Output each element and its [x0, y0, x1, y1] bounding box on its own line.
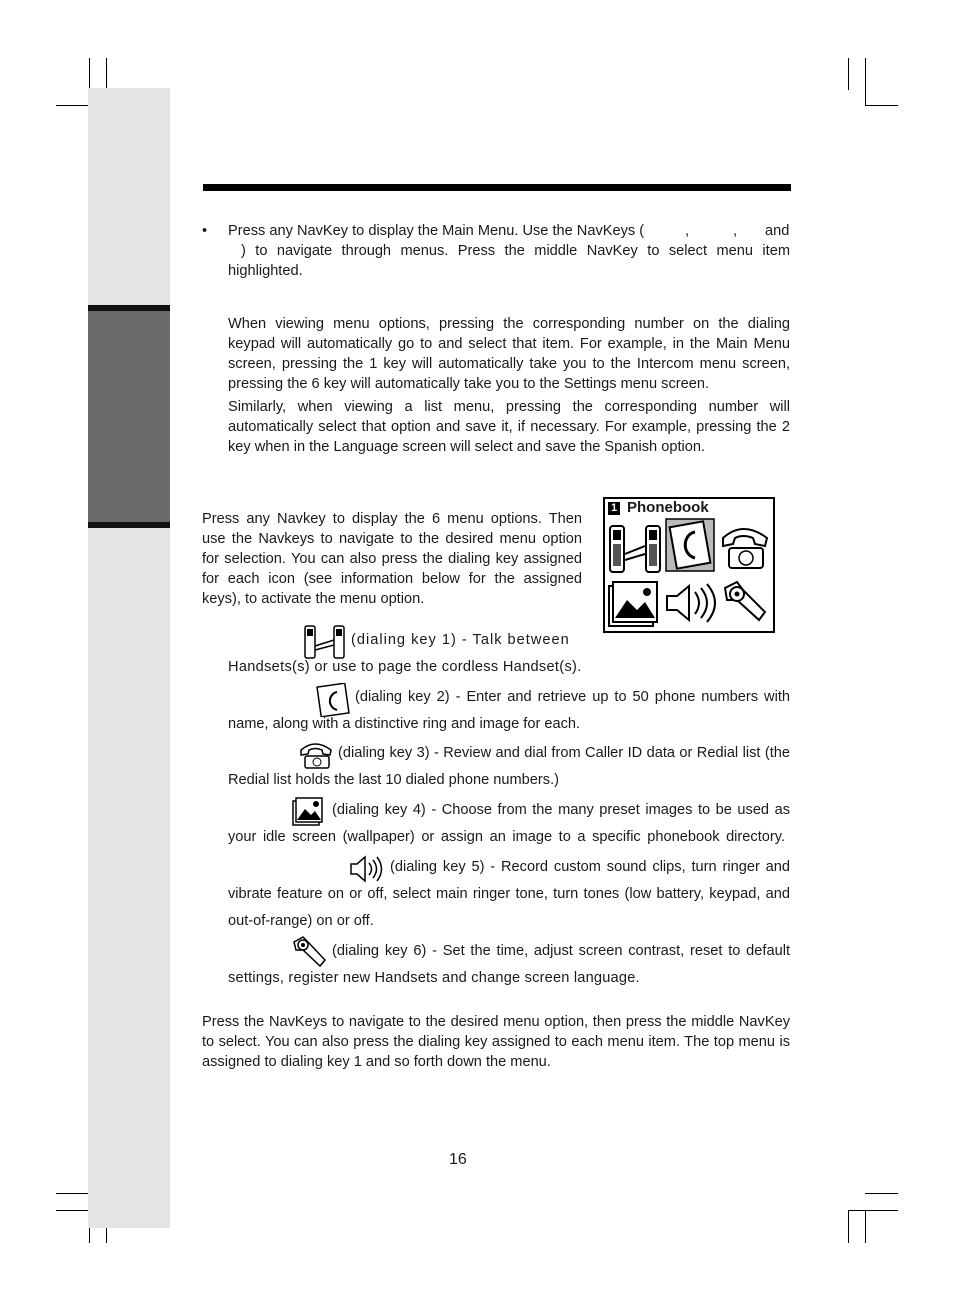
settings-line-1: (dialing key 6) - Set the time, adjust screen contrast, reset to default — [332, 943, 790, 959]
intro-and: and — [765, 223, 790, 239]
shortcut-paragraph-2: Similarly, when viewing a list menu, pressing the corresponding number will automatically select that option and save it, if necessary. For example, pressing the 2 key when in the Language screen will select and save the Spanish option. — [228, 399, 790, 455]
screen-telephone-icon — [723, 529, 767, 568]
intro-sep-1: , — [685, 223, 690, 239]
picture-icon — [291, 795, 325, 827]
settings-wrench-icon — [292, 934, 328, 968]
bullet-glyph: • — [202, 223, 208, 239]
screen-title: Phonebook — [627, 499, 709, 516]
screen-item-number: 1 — [608, 502, 620, 515]
telephone-icon — [297, 738, 335, 770]
phonebook-line-1: (dialing key 2) - Enter and retrieve up to 50 phone numbers with — [355, 689, 790, 705]
screen-phonebook-icon — [666, 519, 714, 571]
main-menu-paragraph: Press any Navkey to display the 6 menu options. Then use the Navkeys to navigate to the desired menu option for selection. You can also press the dialing key assigned for each icon (see information below for the assigned keys), to activate the menu option. — [202, 511, 582, 607]
sounds-line-2: vibrate feature on or off, select main ringer tone, turn tones (low battery, keypad, and — [228, 886, 790, 902]
intercom-icon — [303, 622, 347, 660]
screen-speaker-icon — [667, 584, 715, 622]
intro-line-1: Press any NavKey to display the Main Menu. Use the NavKeys ( — [228, 223, 645, 239]
sounds-line-1: (dialing key 5) - Record custom sound clips, turn ringer and — [390, 859, 790, 875]
intro-line-3: highlighted. — [228, 263, 303, 279]
section-tab — [88, 305, 170, 528]
phonebook-line-2: name, along with a distinctive ring and image for each. — [228, 716, 581, 732]
caller-id-line-1: (dialing key 3) - Review and dial from Caller ID data or Redial list (the — [338, 745, 790, 761]
shortcut-paragraph-1: When viewing menu options, pressing the corresponding number on the dialing keypad will automatically go to and select that item. For example, in the Main Menu screen, pressing the 1 key will automatically take you to the Intercom menu screen, pressing the 6 key will automatically take you to the Settings menu screen. — [228, 316, 790, 392]
header-rule — [203, 184, 791, 191]
page-number: 16 — [449, 1151, 467, 1168]
screen-intercom-icon — [610, 526, 660, 572]
intercom-line-1: (dialing key 1) - Talk between — [351, 632, 570, 648]
handset-screen — [603, 497, 775, 633]
images-line-2: your idle screen (wallpaper) or assign an image to a specific phonebook directory. — [228, 829, 785, 845]
page-sidebar — [88, 88, 170, 1228]
section-tab-bottom-rule — [88, 522, 170, 528]
settings-line-2: settings, register new Handsets and change screen language. — [228, 970, 640, 986]
screen-icon-grid — [605, 516, 773, 631]
closing-paragraph: Press the NavKeys to navigate to the desired menu option, then press the middle NavKey to select. You can also press the dialing key assigned to each menu item. The top menu is assigned to dialing key 1 and so forth down the menu. — [202, 1014, 790, 1070]
intercom-line-2: Handsets(s) or use to page the cordless Handset(s). — [228, 659, 582, 675]
caller-id-line-2: Redial list holds the last 10 dialed phone numbers.) — [228, 772, 559, 788]
images-line-1: (dialing key 4) - Choose from the many preset images to be used as — [332, 802, 790, 818]
phonebook-icon — [313, 683, 351, 717]
sounds-line-3: out-of-range) on or off. — [228, 913, 374, 929]
intro-sep-2: , — [733, 223, 738, 239]
speaker-icon — [349, 854, 387, 884]
screen-picture-icon — [609, 582, 657, 626]
screen-settings-icon — [725, 582, 765, 620]
section-tab-top-rule — [88, 305, 170, 311]
intro-line-2: ) to navigate through menus. Press the middle NavKey to select menu item — [241, 243, 790, 259]
